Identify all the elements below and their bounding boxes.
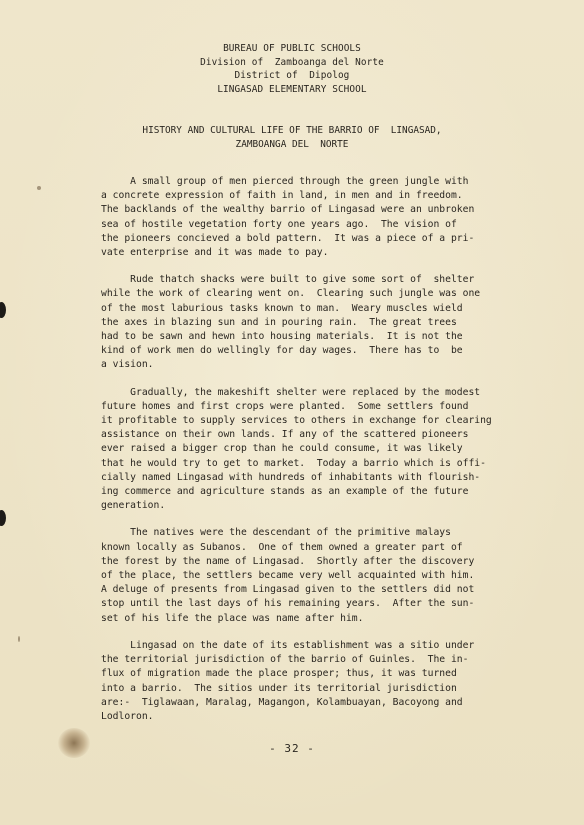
- text-line: of the most laburious tasks known to man. Weary muscles wield: [101, 302, 463, 314]
- text-line: a concrete expression of faith in land, in men and in freedom.: [101, 190, 463, 202]
- text-line: A deluge of presents from Lingasad given to the settlers did not: [101, 584, 475, 596]
- text-line: Lodloron.: [101, 710, 154, 722]
- text-line: into a barrio. The sitios under its territorial jurisdiction: [101, 682, 457, 694]
- paragraph: [101, 639, 521, 724]
- text-line: the territorial jurisdiction of the barrio of Guinles. The in-: [101, 654, 469, 666]
- text-line: known locally as Subanos. One of them owned a greater part of: [101, 541, 463, 553]
- school-name: LINGASAD ELEMENTARY SCHOOL: [217, 84, 367, 96]
- paragraph: [101, 273, 521, 372]
- text-line: sea of hostile vegetation forty one years ago. The vision of: [101, 218, 457, 230]
- text-line: a vision.: [101, 359, 154, 371]
- paper-speck: [18, 636, 20, 642]
- text-line: cially named Lingasad with hundreds of inhabitants with flourish-: [101, 471, 481, 483]
- text-line: the axes in blazing sun and in pouring rain. The great trees: [101, 316, 457, 328]
- text-line: Lingasad on the date of its establishment was a sitio under: [101, 639, 475, 651]
- text-line: assistance on their own lands. If any of the scattered pioneers: [101, 429, 469, 441]
- text-line: ever raised a bigger crop than he could consume, it was likely: [101, 443, 463, 455]
- division-name: Division of Zamboanga del Norte: [200, 56, 384, 68]
- text-line: of the place, the settlers became very well acquainted with him.: [101, 570, 475, 582]
- text-line: A small group of men pierced through the green jungle with: [101, 176, 469, 187]
- body-text: [101, 175, 521, 737]
- text-line: future homes and first crops were planted. Some settlers found: [101, 400, 469, 412]
- paragraph: [101, 175, 521, 260]
- text-line: the pioneers concieved a bold pattern. It was a piece of a pri-: [101, 232, 475, 244]
- text-line: set of his life the place was name after him.: [101, 612, 364, 624]
- binding-hole: [0, 302, 6, 318]
- text-line: while the work of clearing went on. Clearing such jungle was one: [101, 288, 481, 300]
- paragraph: [101, 526, 521, 625]
- text-line: The backlands of the wealthy barrio of Lingasad were an unbroken: [101, 204, 475, 216]
- text-line: that he would try to get to market. Today a barrio which is offi-: [101, 457, 486, 469]
- title-line-1: HISTORY AND CULTURAL LIFE OF THE BARRIO OF LINGASAD,: [142, 125, 442, 136]
- text-line: kind of work men do wellingly for day wages. There has to be: [101, 345, 463, 357]
- page-number: - 32 -: [269, 742, 315, 755]
- paper-speck: [37, 186, 41, 190]
- text-line: generation.: [101, 500, 166, 512]
- text-line: it profitable to supply services to others in exchange for clearing: [101, 415, 492, 427]
- text-line: ing commerce and agriculture stands as an example of the future: [101, 486, 469, 498]
- text-line: Rude thatch shacks were built to give some sort of shelter: [101, 274, 475, 286]
- text-line: vate enterprise and it was made to pay.: [101, 247, 329, 259]
- letterhead: [0, 42, 584, 97]
- text-line: Gradually, the makeshift shelter were replaced by the modest: [101, 386, 481, 398]
- district-name: District of Dipolog: [234, 70, 350, 82]
- text-line: flux of migration made the place prosper; thus, it was turned: [101, 668, 457, 680]
- bureau-name: BUREAU OF PUBLIC SCHOOLS: [223, 43, 361, 54]
- text-line: The natives were the descendant of the primitive malays: [101, 527, 451, 539]
- title-line-2: ZAMBOANGA DEL NORTE: [235, 139, 349, 150]
- binding-hole: [0, 510, 6, 526]
- paragraph: [101, 386, 521, 514]
- text-line: are:- Tiglawaan, Maralag, Magangon, Kolambuayan, Bacoyong and: [101, 696, 463, 708]
- text-line: the forest by the name of Lingasad. Shortly after the discovery: [101, 555, 475, 567]
- document-title: [0, 124, 584, 152]
- text-line: stop until the last days of his remaining years. After the sun-: [101, 598, 475, 610]
- text-line: had to be sawn and hewn into housing materials. It is not the: [101, 331, 463, 343]
